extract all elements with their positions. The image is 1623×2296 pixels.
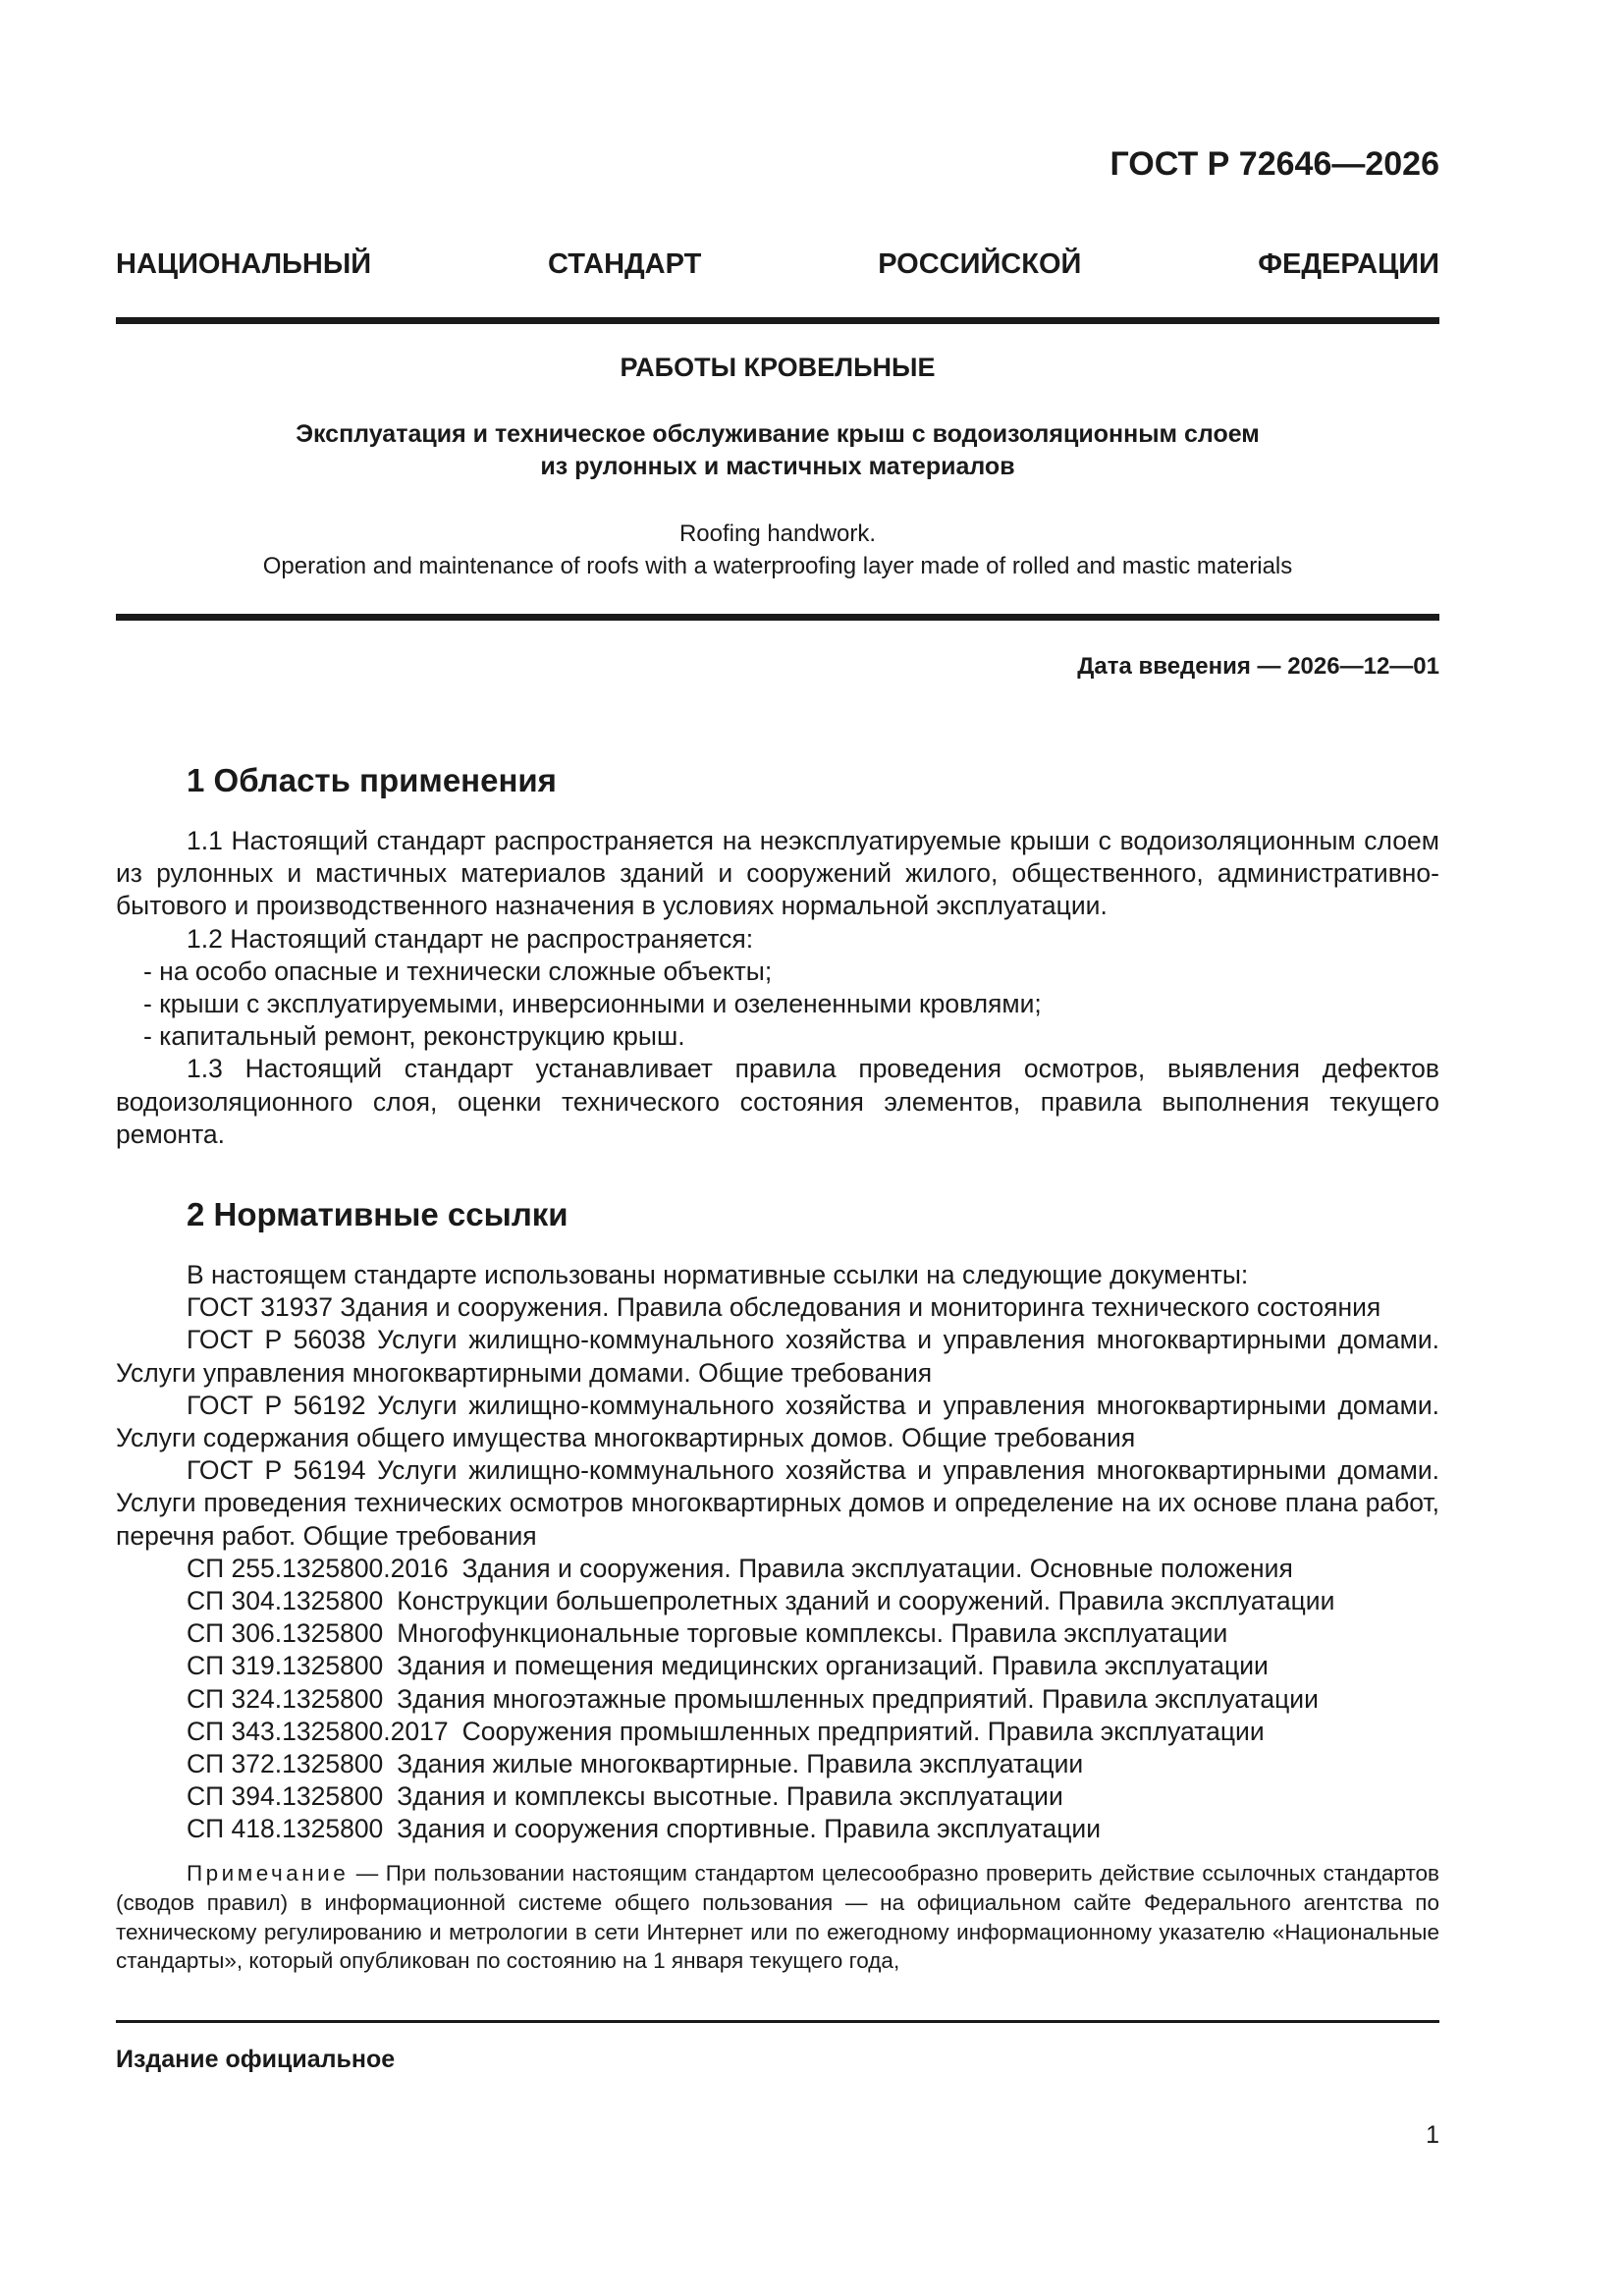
reference-item [116, 1291, 1439, 1324]
subtitle-line-2: из рулонных и мастичных материалов [540, 453, 1015, 480]
reference-title: Здания и сооружения. Правила эксплуатации. Основные положения [461, 1553, 1293, 1583]
section-2-heading: 2 Нормативные ссылки [187, 1196, 568, 1232]
national-standard-banner: НАЦИОНАЛЬНЫЙ СТАНДАРТ РОССИЙСКОЙ ФЕДЕРАЦИИ [116, 248, 1439, 280]
reference-item [116, 1650, 1439, 1682]
section-2-body [116, 1259, 1439, 1846]
document-code: ГОСТ Р 72646—2026 [1109, 145, 1439, 183]
reference-code: СП 372.1325800 [187, 1749, 384, 1779]
reference-item [116, 1585, 1439, 1617]
reference-title: Здания и помещения медицинских организаций. Правила эксплуатации [397, 1651, 1269, 1681]
reference-code: ГОСТ Р 56038 [187, 1325, 366, 1355]
references-intro: В настоящем стандарте использованы нормативные ссылки на следующие документы: [187, 1260, 1249, 1289]
english-title-line-2: Operation and maintenance of roofs with a waterproofing layer made of rolled and mastic materials [262, 553, 1293, 579]
reference-item [116, 1553, 1439, 1585]
reference-title: Здания и комплексы высотные. Правила эксплуатации [397, 1781, 1063, 1812]
reference-title: Услуги жилищно-коммунального хозяйства и управления многоквартирными домами. Услуги проведения технических осмотров многоквартирных домов и определение на их основе плана работ, перечня работ. Общие требования [116, 1455, 1439, 1551]
reference-title: Здания многоэтажные промышленных предприятий. Правила эксплуатации [397, 1683, 1319, 1714]
reference-title: Многофункциональные торговые комплексы. Правила эксплуатации [397, 1618, 1228, 1649]
title-bottom-rule [116, 614, 1439, 621]
reference-item [116, 1683, 1439, 1716]
reference-code: СП 304.1325800 [187, 1586, 384, 1616]
reference-item [116, 1748, 1439, 1780]
note-label: Примечание [187, 1861, 350, 1886]
exclusion-item: - крыши с эксплуатируемыми, инверсионными и озелененными кровлями; [143, 989, 1042, 1019]
reference-code: СП 418.1325800 [187, 1814, 384, 1844]
exclusion-item: - на особо опасные и технически сложные объекты; [143, 956, 773, 986]
page-number: 1 [1426, 2121, 1439, 2149]
exclusion-item: - капитальный ремонт, реконструкцию крыш. [143, 1021, 685, 1052]
reference-item [116, 1617, 1439, 1650]
section-1-heading: 1 Область применения [187, 762, 557, 798]
section-1-body [116, 825, 1439, 1151]
reference-item [116, 1324, 1439, 1389]
reference-code: ГОСТ 31937 [187, 1292, 333, 1323]
introduction-date: Дата введения — 2026—12—01 [1077, 653, 1439, 680]
official-edition-label: Издание официальное [116, 2046, 396, 2073]
english-title [116, 518, 1439, 582]
reference-code: СП 394.1325800 [187, 1781, 384, 1812]
reference-code: СП 306.1325800 [187, 1618, 384, 1649]
reference-title: Сооружения промышленных предприятий. Правила эксплуатации [461, 1716, 1265, 1746]
reference-code: СП 319.1325800 [187, 1651, 384, 1681]
reference-title: Здания и сооружения. Правила обследования и мониторинга технического состояния [340, 1292, 1381, 1323]
document-subtitle [116, 418, 1439, 483]
reference-code: СП 255.1325800.2016 [187, 1553, 449, 1583]
reference-item [116, 1716, 1439, 1748]
reference-title: Конструкции большепролетных зданий и сооружений. Правила эксплуатации [397, 1586, 1335, 1616]
footer-rule [116, 2020, 1439, 2023]
reference-item [116, 1813, 1439, 1845]
reference-code: ГОСТ Р 56194 [187, 1455, 366, 1486]
note-text: — При пользовании настоящим стандартом целесообразно проверить действие ссылочных стандартов (сводов правил) в информационной системе общего пользования — на официальном сайте Федерального агентства по техническому регулированию и метрологии в сети Интернет или по ежегодному информационному указателю «Национальные стандарты», который опубликован по состоянию на 1 января текущего года, [116, 1861, 1439, 1974]
reference-code: СП 324.1325800 [187, 1683, 384, 1714]
reference-code: СП 343.1325800.2017 [187, 1716, 449, 1746]
reference-title: Услуги жилищно-коммунального хозяйства и управления многоквартирными домами. Услуги управления многоквартирными домами. Общие требования [116, 1325, 1439, 1388]
references-note [116, 1859, 1439, 1976]
document-title: РАБОТЫ КРОВЕЛЬНЫЕ [620, 353, 936, 382]
reference-title: Услуги жилищно-коммунального хозяйства и управления многоквартирными домами. Услуги содержания общего имущества многоквартирных домов. Общие требования [116, 1390, 1439, 1453]
top-rule [116, 317, 1439, 324]
clause-1-2: 1.2 Настоящий стандарт не распространяется: [187, 923, 754, 954]
reference-item [116, 1454, 1439, 1553]
english-title-line-1: Roofing handwork. [678, 520, 877, 547]
clause-1-3: 1.3 Настоящий стандарт устанавливает правила проведения осмотров, выявления дефектов водоизоляционного слоя, оценки технического состояния элементов, правила выполнения текущего ремонта. [116, 1054, 1439, 1149]
reference-item [116, 1780, 1439, 1813]
reference-title: Здания и сооружения спортивные. Правила эксплуатации [397, 1814, 1102, 1844]
subtitle-line-1: Эксплуатация и техническое обслуживание крыш с водоизоляционным слоем [296, 420, 1260, 448]
reference-item [116, 1390, 1439, 1454]
reference-code: ГОСТ Р 56192 [187, 1390, 366, 1420]
reference-title: Здания жилые многоквартирные. Правила эксплуатации [397, 1749, 1084, 1779]
clause-1-1: 1.1 Настоящий стандарт распространяется на неэксплуатируемые крыши с водоизоляционным слоем из рулонных и мастичных материалов зданий и сооружений жилого, общественного, административно-бытового и производственного назначения в условиях нормальной эксплуатации. [116, 826, 1439, 921]
